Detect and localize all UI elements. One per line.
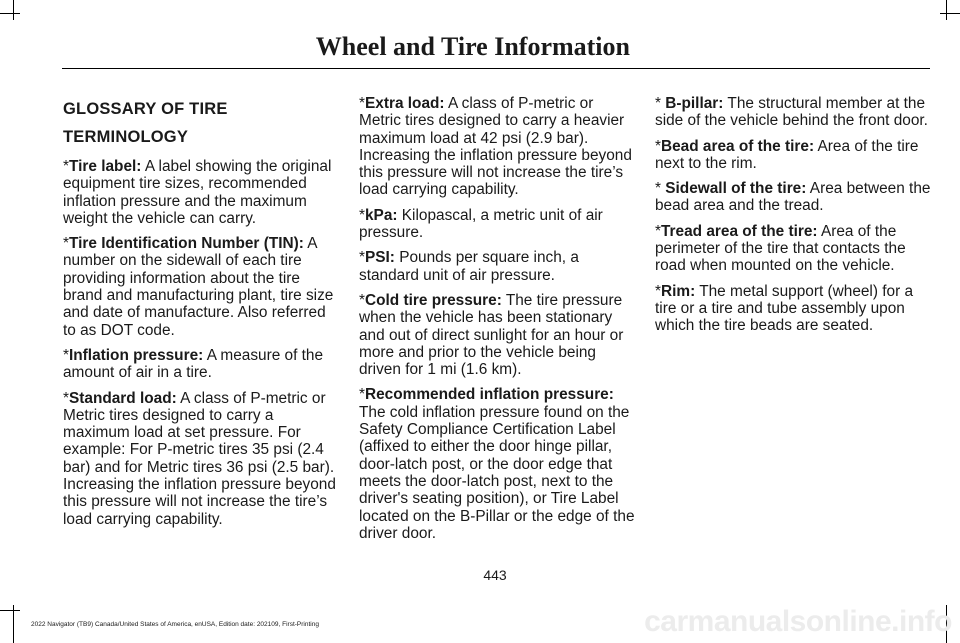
glossary-entry-kpa: *kPa: Kilopascal, a metric unit of air pressure.	[359, 206, 603, 242]
page-number: 443	[483, 567, 507, 583]
glossary-term: Tire label:	[69, 158, 142, 175]
glossary-term: Extra load:	[365, 95, 445, 112]
glossary-definition: A class of P-metric or Metric tires designed to carry a heavier maximum load at 42 psi (2.9 bar). Increasing the inflation pressure beyond this pressure will not increase the tire’s load carrying capability.	[359, 95, 632, 199]
glossary-term: Recommended inflation pressure:	[365, 386, 614, 404]
column-left	[63, 95, 339, 536]
watermark: carmanualsonline.info	[644, 605, 952, 638]
crop-mark-top-left-horizontal	[0, 13, 20, 14]
glossary-definition: The cold inflation pressure found on the Safety Compliance Certification Label (affixed to either the door hinge pillar, door-latch post, or the door edge that meets the door-latch post, next to the driver's seating position), or Tire Label located on the B-Pillar or the edge of the driver door.	[359, 403, 635, 542]
edition-footer: 2022 Navigator (TB9) Canada/United States of America, enUSA, Edition date: 202109, First-Printing	[31, 621, 319, 628]
glossary-term: Tread area of the tire:	[661, 222, 818, 240]
glossary-entry-bead-area: *Bead area of the tire: Area of the tire next to the rim.	[655, 137, 919, 172]
section-heading-line-1: GLOSSARY OF TIRE	[63, 100, 228, 118]
glossary-term: Cold tire pressure:	[365, 291, 502, 309]
header-rule	[62, 68, 930, 69]
glossary-entry-rim: *Rim: The metal support (wheel) for a tire or a tire and tube assembly upon which the tire beads are seated.	[655, 282, 914, 335]
glossary-term: Standard load:	[69, 389, 177, 407]
glossary-definition: A measure of the amount of air in a tire.	[63, 346, 324, 382]
glossary-entry-tin: *Tire Identification Number (TIN): A number on the sidewall of each tire providing information about the tire brand and manufacturing plant, tire size and date of manufacture. Also referred to as DOT code.	[63, 235, 334, 339]
glossary-term: PSI:	[365, 249, 395, 267]
glossary-term: B-pillar:	[665, 95, 724, 112]
glossary-entry-b-pillar: * B-pillar: The structural member at the side of the vehicle behind the front door.	[655, 95, 928, 130]
glossary-entry-cold-tire-pressure: *Cold tire pressure: The tire pressure when the vehicle has been stationary and out of direct sunlight for an hour or more and prior to the vehicle being driven for 1 mi (1.6 km).	[359, 291, 624, 379]
glossary-entry-standard-load: *Standard load: A class of P-metric or Metric tires designed to carry a maximum load at set pressure. For example: For P-metric tires 35 psi (2.4 bar) and for Metric tires 36 psi (2.5 bar). Increasing the inflation pressure beyond this pressure will not increase the tire’s load carrying capability.	[63, 389, 336, 528]
glossary-definition: The tire pressure when the vehicle has been stationary and out of direct sunlight for an hour or more and prior to the vehicle being driven for 1 mi (1.6 km).	[359, 291, 624, 379]
crop-mark-top-left-vertical	[13, 0, 14, 20]
glossary-term: Bead area of the tire:	[661, 137, 815, 155]
glossary-definition: A class of P-metric or Metric tires designed to carry a maximum load at set pressure. For example: For P-metric tires 35 psi (2.4 bar) and for Metric tires 36 psi (2.5 bar). Increasing the inflation pressure beyond this pressure will not increase the tire’s load carrying capability.	[63, 389, 336, 528]
glossary-definition: The structural member at the side of the vehicle behind the front door.	[655, 95, 928, 130]
glossary-term: Tire Identification Number (TIN):	[69, 235, 304, 253]
glossary-definition: Area of the tire next to the rim.	[655, 137, 919, 172]
glossary-definition: A label showing the original equipment tire sizes, recommended inflation pressure and the maximum weight the vehicle can carry.	[63, 158, 332, 227]
section-heading-line-2: TERMINOLOGY	[63, 128, 189, 146]
glossary-definition: Area of the perimeter of the tire that contacts the road when mounted on the vehicle.	[655, 222, 906, 275]
glossary-entry-psi: *PSI: Pounds per square inch, a standard unit of air pressure.	[359, 249, 579, 284]
glossary-definition: Pounds per square inch, a standard unit of air pressure.	[359, 249, 579, 284]
glossary-entry-sidewall: * Sidewall of the tire: Area between the bead area and the tread.	[655, 180, 931, 215]
glossary-term: Inflation pressure:	[69, 346, 204, 364]
glossary-entry-tread-area: *Tread area of the tire: Area of the perimeter of the tire that contacts the road when mounted on the vehicle.	[655, 222, 906, 275]
glossary-entry-tire-label: *Tire label: A label showing the original equipment tire sizes, recommended inflation pressure and the maximum weight the vehicle can carry.	[63, 158, 332, 227]
glossary-entry-recommended-inflation-pressure: *Recommended inflation pressure: The cold inflation pressure found on the Safety Compliance Certification Label (affixed to either the door hinge pillar, door-latch post, or the door edge that meets the door-latch post, next to the driver's seating position), or Tire Label located on the B-Pillar or the edge of the driver door.	[359, 386, 635, 542]
glossary-term: Sidewall of the tire:	[665, 180, 807, 198]
crop-mark-top-right-vertical	[946, 0, 947, 20]
page-header-title: Wheel and Tire Information	[315, 32, 630, 61]
glossary-entry-extra-load: *Extra load: A class of P-metric or Metric tires designed to carry a heavier maximum load at 42 psi (2.9 bar). Increasing the inflation pressure beyond this pressure will not increase the tire’s load carrying capability.	[359, 95, 632, 199]
glossary-definition: A number on the sidewall of each tire providing information about the tire brand and manufacturing plant, tire size and date of manufacture. Also referred to as DOT code.	[63, 235, 334, 339]
glossary-definition: The metal support (wheel) for a tire or a tire and tube assembly upon which the tire beads are seated.	[655, 282, 914, 335]
glossary-definition: Kilopascal, a metric unit of air pressure.	[359, 206, 603, 242]
section-heading	[63, 95, 339, 151]
column-right	[655, 95, 931, 343]
glossary-term: Rim:	[661, 282, 696, 300]
glossary-entry-inflation-pressure: *Inflation pressure: A measure of the amount of air in a tire.	[63, 346, 324, 382]
glossary-definition: Area between the bead area and the tread.	[655, 180, 931, 215]
glossary-term: kPa:	[365, 206, 398, 224]
crop-mark-bottom-left-horizontal	[0, 610, 20, 611]
column-middle	[359, 95, 635, 550]
crop-mark-top-right-horizontal	[940, 13, 960, 14]
